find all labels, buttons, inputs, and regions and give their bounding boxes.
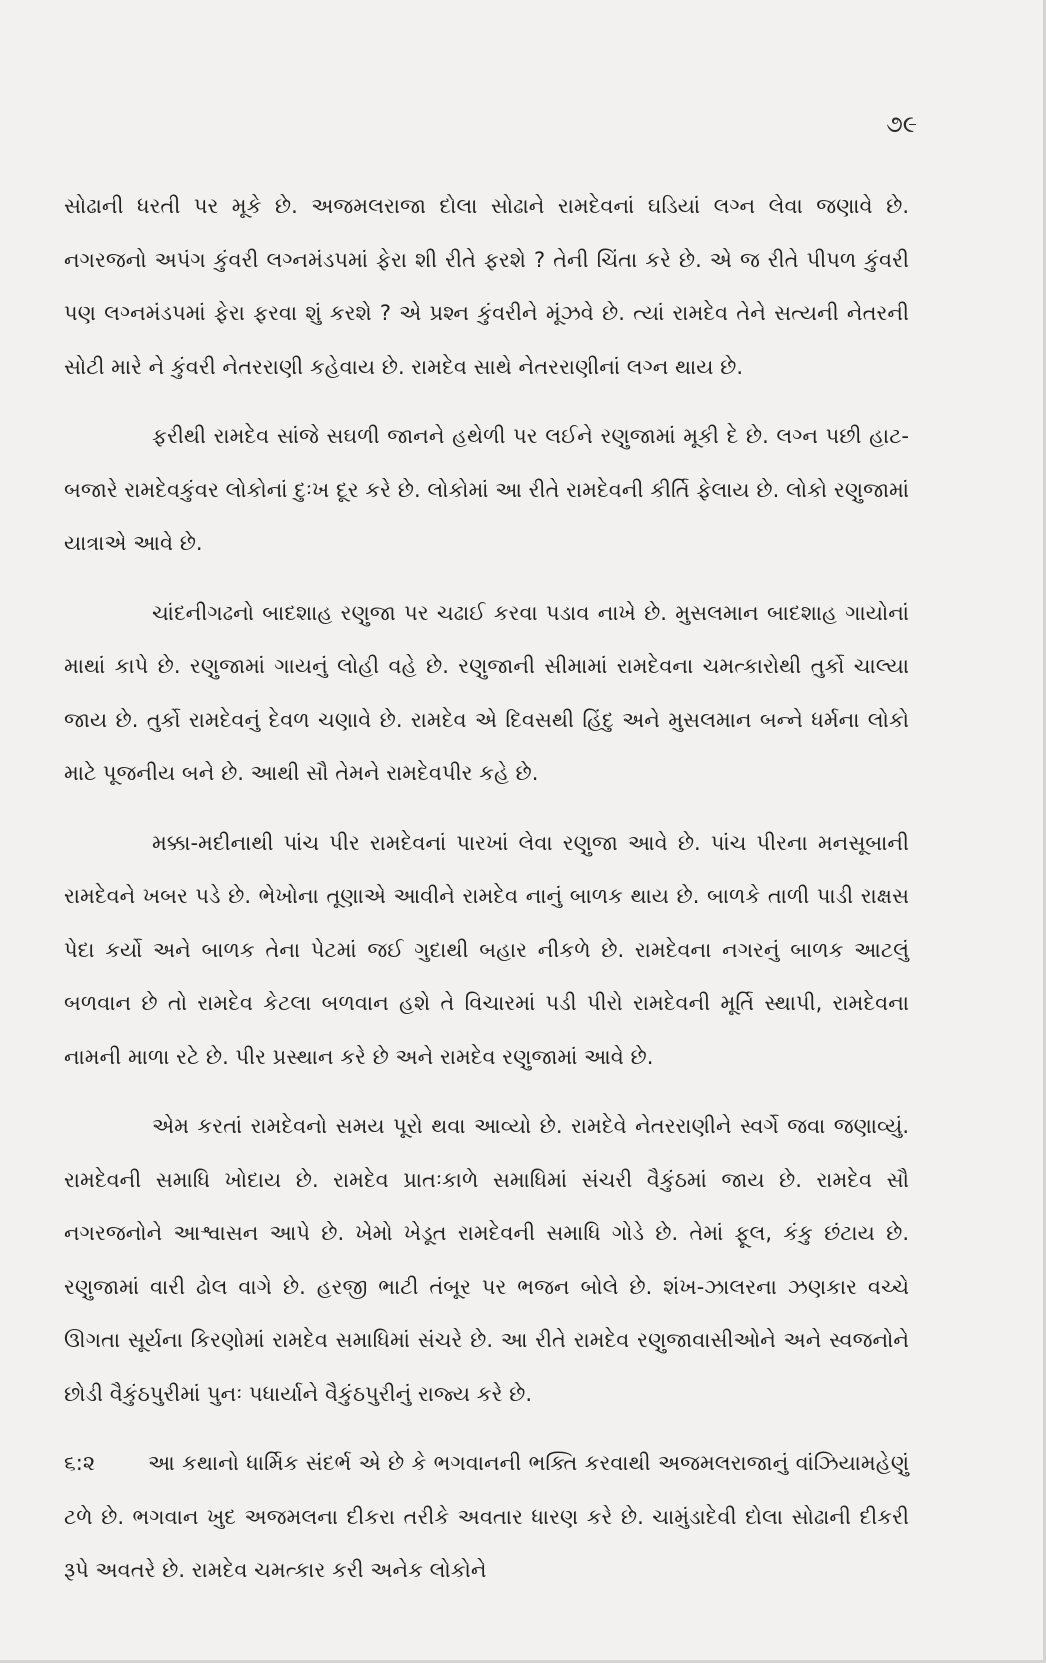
paragraph-5: એમ કરતાં રામદેવનો સમય પૂરો થવા આવ્યો છે. રામદેવે નેતરરાણીને સ્વર્ગે જવા જણાવ્યું. રામદેવની સમાધિ ખોદાય છે. રામદેવ પ્રાતઃકાળે સમાધિમાં સંચરી વૈકુંઠમાં જાય છે. રામદેવ સૌ નગરજનોને આશ્વાસન આપે છે. ખેમો ખેડૂત રામદેવની સમાધિ ગોડે છે. તેમાં ફૂલ, કંકુ છંટાય છે. રણુજામાં વારી ઢોલ વાગે છે. હરજી ભાટી તંબૂર પર ભજન બોલે છે. શંખ-ઝાલરના ઝણકાર વચ્ચે ઊગતા સૂર્યના કિરણોમાં રામદેવ સમાધિમાં સંચરે છે. આ રીતે રામદેવ રણુજાવાસીઓને અને સ્વજનોને છોડી વૈકુંઠપુરીમાં પુનઃ પધાર્યાને વૈકુંઠપુરીનું રાજ્ય કરે છે. — [64, 1114, 909, 1406]
section-text: આ કથાનો ધાર્મિક સંદર્ભ એ છે કે ભગવાનની ભક્તિ કરવાથી અજમલરાજાનું વાંઝિયામહેણું ટળે છે. ભગવાન ખુદ અજમલના દીકરા તરીકે અવતાર ધારણ કરે છે. ચામુંડાદેવી દોલા સોઢાની દીકરી રૂપે અવતરે છે. રામદેવ ચમત્કાર કરી અનેક લોકોને — [64, 1451, 909, 1582]
body-text — [64, 180, 909, 1598]
paragraph-1: સોઢાની ધરતી પર મૂકે છે. અજમલરાજા દોલા સોઢાને રામદેવનાં ઘડિયાં લગ્ન લેવા જણાવે છે. નગરજનો અપંગ કુંવરી લગ્નમંડપમાં ફેરા શી રીતે ફરશે ? તેની ચિંતા કરે છે. એ જ રીતે પીપળ કુંવરી પણ લગ્નમંડપમાં ફેરા ફરવા શું કરશે ? એ પ્રશ્ન કુંવરીને મૂંઝવે છે. ત્યાં રામદેવ તેને સત્યની નેતરની સોટી મારે ને કુંવરી નેતરરાણી કહેવાય છે. રામદેવ સાથે નેતરરાણીનાં લગ્ન થાય છે. — [64, 194, 909, 379]
paragraph-4: મક્કા-મદીનાથી પાંચ પીર રામદેવનાં પારખાં લેવા રણુજા આવે છે. પાંચ પીરના મનસૂબાની રામદેવને ખબર પડે છે. ભેખોના તૂણાએ આવીને રામદેવ નાનું બાળક થાય છે. બાળકે તાળી પાડી રાક્ષસ પેદા કર્યો અને બાળક તેના પેટમાં જઈ ગુદાથી બહાર નીકળે છે. રામદેવના નગરનું બાળક આટલું બળવાન છે તો રામદેવ કેટલા બળવાન હશે તે વિચારમાં પડી પીરો રામદેવની મૂર્તિ સ્થાપી, રામદેવના નામની માળા રટે છે. પીર પ્રસ્થાન કરે છે અને રામદેવ રણુજામાં આવે છે. — [64, 830, 909, 1069]
section-paragraph — [64, 1437, 909, 1598]
paragraph-3: ચાંદનીગઢનો બાદશાહ રણુજા પર ચઢાઈ કરવા પડાવ નાખે છે. મુસલમાન બાદશાહ ગાયોનાં માથાં કાપે છે. રણુજામાં ગાયનું લોહી વહે છે. રણુજાની સીમામાં રામદેવના ચમત્કારોથી તુર્કો ચાલ્યા જાય છે. તુર્કો રામદેવનું દેવળ ચણાવે છે. રામદેવ એ દિવસથી હિંદુ અને મુસલમાન બન્ને ધર્મના લોકો માટે પૂજનીય બને છે. આથી સૌ તેમને રામદેવપીર કહે છે. — [64, 600, 909, 785]
page-number: ૭૯ — [886, 110, 917, 138]
paragraph-2: ફરીથી રામદેવ સાંજે સઘળી જાનને હથેળી પર લઈને રણુજામાં મૂકી દે છે. લગ્ન પછી હાટ-બજારે રામદેવકુંવર લોકોનાં દુઃખ દૂર કરે છે. લોકોમાં આ રીતે રામદેવની કીર્તિ ફેલાય છે. લોકો રણુજામાં યાત્રાએ આવે છે. — [64, 424, 909, 555]
section-number: ૬:૨ — [64, 1451, 96, 1475]
